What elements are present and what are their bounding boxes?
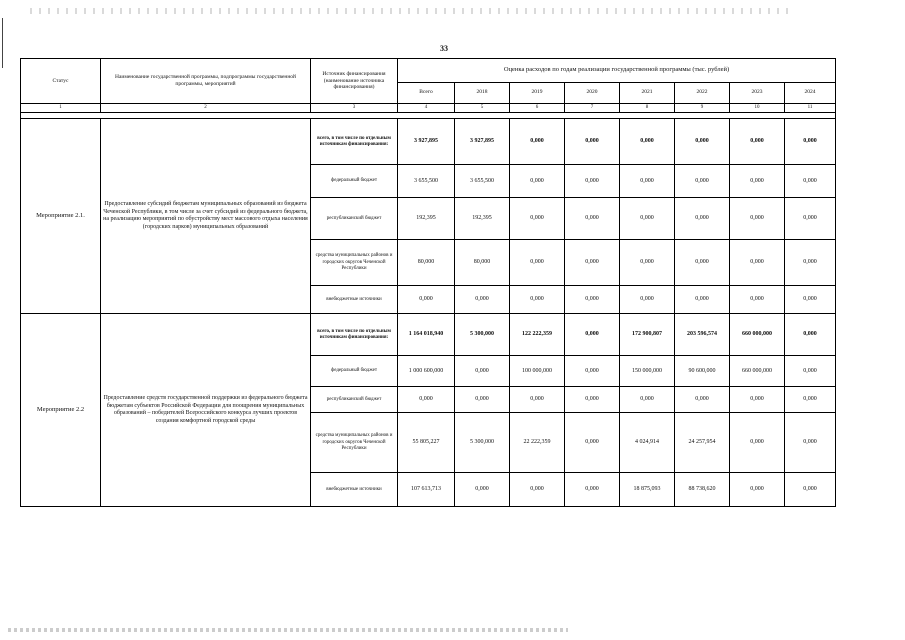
column-number: 7 xyxy=(565,104,620,113)
value-cell: 18 875,093 xyxy=(620,473,675,507)
header-status: Статус xyxy=(21,59,101,104)
value-cell: 122 222,359 xyxy=(510,314,565,356)
header-year-2018: 2018 xyxy=(455,82,510,103)
value-cell: 0,000 xyxy=(730,413,785,473)
value-cell: 0,000 xyxy=(510,473,565,507)
value-cell: 0,000 xyxy=(565,387,620,413)
value-cell: 5 300,000 xyxy=(455,413,510,473)
value-cell: 0,000 xyxy=(785,286,836,314)
value-cell: 0,000 xyxy=(730,286,785,314)
value-cell: 0,000 xyxy=(675,165,730,198)
value-cell: 0,000 xyxy=(785,413,836,473)
value-cell: 0,000 xyxy=(510,387,565,413)
header-year-2021: 2021 xyxy=(620,82,675,103)
value-cell: 0,000 xyxy=(455,356,510,387)
value-cell: 100 000,000 xyxy=(510,356,565,387)
header-sources: Источник финансирования (наименование источника финансирования) xyxy=(311,59,398,104)
value-cell: 0,000 xyxy=(565,119,620,165)
header-year-total: Всего xyxy=(398,82,455,103)
header-year-2023: 2023 xyxy=(730,82,785,103)
value-cell: 0,000 xyxy=(730,165,785,198)
value-cell: 172 900,807 xyxy=(620,314,675,356)
value-cell: 22 222,359 xyxy=(510,413,565,473)
value-cell: 0,000 xyxy=(620,387,675,413)
value-cell: 0,000 xyxy=(785,356,836,387)
value-cell: 0,000 xyxy=(620,198,675,240)
value-cell: 0,000 xyxy=(510,286,565,314)
measure-name: Предоставление субсидий бюджетам муниципальных образований из бюджета Чеченской Республики, в том числе за счет субсидий из федерального бюджета, на реализацию мероприятий по обустройству мест массового отдыха населения (городских парков) муниципальных образований xyxy=(101,119,311,314)
column-number: 11 xyxy=(785,104,836,113)
header-year-2024: 2024 xyxy=(785,82,836,103)
value-cell: 0,000 xyxy=(730,198,785,240)
value-cell: 0,000 xyxy=(675,198,730,240)
value-cell: 0,000 xyxy=(398,286,455,314)
value-cell: 80,000 xyxy=(455,240,510,286)
value-cell: 0,000 xyxy=(675,286,730,314)
source-label: средства муниципальных районов и городских округов Чеченской Республики xyxy=(311,240,398,286)
value-cell: 660 000,000 xyxy=(730,314,785,356)
value-cell: 0,000 xyxy=(565,473,620,507)
column-number: 1 xyxy=(21,104,101,113)
source-label: федеральный бюджет xyxy=(311,165,398,198)
value-cell: 1 164 018,940 xyxy=(398,314,455,356)
column-number: 5 xyxy=(455,104,510,113)
value-cell: 0,000 xyxy=(565,198,620,240)
page-number: 33 xyxy=(440,44,448,53)
source-label: республиканский бюджет xyxy=(311,387,398,413)
value-cell: 0,000 xyxy=(565,165,620,198)
column-number: 8 xyxy=(620,104,675,113)
value-cell: 4 024,914 xyxy=(620,413,675,473)
value-cell: 0,000 xyxy=(455,286,510,314)
value-cell: 0,000 xyxy=(730,473,785,507)
column-number: 2 xyxy=(101,104,311,113)
scan-artifact-top xyxy=(30,8,790,14)
value-cell: 0,000 xyxy=(455,387,510,413)
value-cell: 0,000 xyxy=(730,119,785,165)
header-year-2020: 2020 xyxy=(565,82,620,103)
value-cell: 0,000 xyxy=(785,119,836,165)
value-cell: 0,000 xyxy=(785,198,836,240)
value-cell: 0,000 xyxy=(565,240,620,286)
value-cell: 0,000 xyxy=(785,165,836,198)
value-cell: 3 927,895 xyxy=(455,119,510,165)
header-name: Наименование государственной программы, подпрограммы государственной программы, мероприятий xyxy=(101,59,311,104)
value-cell: 203 596,574 xyxy=(675,314,730,356)
source-label: внебюджетные источники xyxy=(311,473,398,507)
value-cell: 0,000 xyxy=(675,240,730,286)
value-cell: 0,000 xyxy=(785,240,836,286)
value-cell: 0,000 xyxy=(785,314,836,356)
column-number: 9 xyxy=(675,104,730,113)
value-cell: 0,000 xyxy=(620,119,675,165)
value-cell: 192,395 xyxy=(398,198,455,240)
value-cell: 0,000 xyxy=(620,165,675,198)
header-year-2019: 2019 xyxy=(510,82,565,103)
value-cell: 0,000 xyxy=(510,198,565,240)
budget-table xyxy=(20,58,836,507)
value-cell: 0,000 xyxy=(675,387,730,413)
value-cell: 3 927,895 xyxy=(398,119,455,165)
source-label: внебюджетные источники xyxy=(311,286,398,314)
value-cell: 192,395 xyxy=(455,198,510,240)
value-cell: 88 738,620 xyxy=(675,473,730,507)
measure-status: Мероприятие 2.2 xyxy=(21,314,101,507)
value-cell: 0,000 xyxy=(565,413,620,473)
value-cell: 1 000 600,000 xyxy=(398,356,455,387)
header-year-2022: 2022 xyxy=(675,82,730,103)
value-cell: 0,000 xyxy=(730,240,785,286)
measure-status: Мероприятие 2.1. xyxy=(21,119,101,314)
value-cell: 0,000 xyxy=(510,240,565,286)
scan-margin-line xyxy=(2,18,3,68)
value-cell: 80,000 xyxy=(398,240,455,286)
value-cell: 55 805,227 xyxy=(398,413,455,473)
value-cell: 0,000 xyxy=(398,387,455,413)
value-cell: 660 000,000 xyxy=(730,356,785,387)
source-label: всего, в том числе по отдельным источникам финансирования: xyxy=(311,314,398,356)
header-estimate: Оценка расходов по годам реализации государственной программы (тыс. рублей) xyxy=(398,59,836,83)
value-cell: 0,000 xyxy=(510,165,565,198)
value-cell: 0,000 xyxy=(565,356,620,387)
value-cell: 0,000 xyxy=(455,473,510,507)
column-number: 10 xyxy=(730,104,785,113)
value-cell: 0,000 xyxy=(565,286,620,314)
value-cell: 0,000 xyxy=(675,119,730,165)
value-cell: 5 300,000 xyxy=(455,314,510,356)
value-cell: 0,000 xyxy=(785,473,836,507)
source-label: средства муниципальных районов и городских округов Чеченской Республики xyxy=(311,413,398,473)
value-cell: 107 613,713 xyxy=(398,473,455,507)
value-cell: 150 000,000 xyxy=(620,356,675,387)
value-cell: 0,000 xyxy=(620,286,675,314)
scan-artifact-bottom xyxy=(8,628,568,632)
value-cell: 24 257,954 xyxy=(675,413,730,473)
value-cell: 90 600,000 xyxy=(675,356,730,387)
value-cell: 0,000 xyxy=(510,119,565,165)
value-cell: 0,000 xyxy=(565,314,620,356)
value-cell: 3 655,500 xyxy=(398,165,455,198)
column-number: 3 xyxy=(311,104,398,113)
measure-name: Предоставление средств государственной поддержки из федерального бюджета бюджетам субъектов Российской Федерации для поощрения муниципальных образований – победителей Всероссийского конкурса лучших проектов создания комфортной городской среды xyxy=(101,314,311,507)
column-number: 4 xyxy=(398,104,455,113)
source-label: республиканский бюджет xyxy=(311,198,398,240)
source-label: всего, в том числе по отдельным источникам финансирования: xyxy=(311,119,398,165)
column-number: 6 xyxy=(510,104,565,113)
value-cell: 0,000 xyxy=(730,387,785,413)
source-label: федеральный бюджет xyxy=(311,356,398,387)
value-cell: 0,000 xyxy=(785,387,836,413)
value-cell: 3 655,500 xyxy=(455,165,510,198)
value-cell: 0,000 xyxy=(620,240,675,286)
